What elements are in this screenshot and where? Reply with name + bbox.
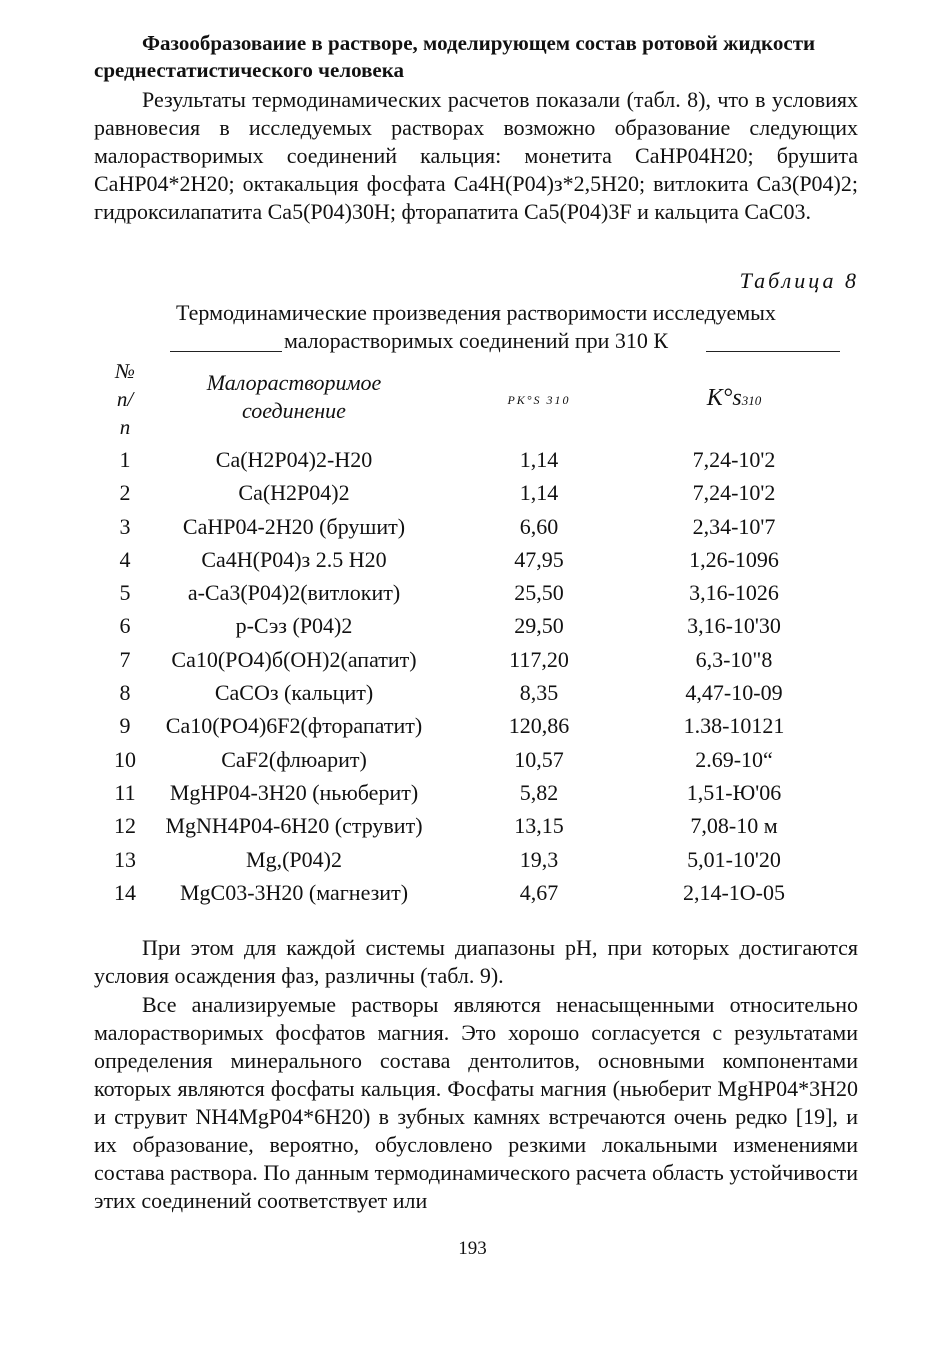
row-ks: 6,3-10"8 — [695, 646, 773, 672]
row-compound: Са10(РО4)6F2(фторапатит) — [165, 713, 423, 739]
row-number: 12 — [114, 813, 136, 839]
row-compound: р-Сэз (Р04)2 — [235, 613, 353, 639]
row-ks: 3,16-1026 — [689, 580, 779, 606]
row-compound: CaF2(флюарит) — [221, 746, 367, 772]
row-compound: СаСОз (кальцит) — [214, 680, 374, 706]
row-compound: Са4Н(Р04)з 2.5 Н20 — [201, 546, 387, 572]
row-pk: 10,57 — [514, 746, 564, 772]
table-row — [94, 843, 858, 876]
row-ks: 1.38-10121 — [683, 713, 785, 739]
row-number: 10 — [114, 746, 136, 772]
table-row — [94, 443, 858, 476]
table-row — [94, 609, 858, 642]
table-row — [94, 510, 858, 543]
row-number: 13 — [114, 846, 136, 872]
row-ks: 4,47-10-09 — [685, 680, 783, 706]
intro-paragraph: Результаты термодинамических расчетов показали (табл. 8), что в условиях равновесия в исследуемых растворах возможно образование следующих малорастворимых соединений кальция: монетита СаНР04Н20; брушита СаНР04*2Н20; октакальция фосфата Са4Н(Р04)з*2,5Н20; витлокита Са3(Р04)2; гидроксилапатита Са5(Р04)30Н; фторапатита Са5(Р04)3F и кальцита СаС03. — [94, 87, 858, 224]
row-pk: 13,15 — [514, 813, 564, 839]
header-compound — [174, 369, 414, 425]
section-heading: Фазообразоваиие в растворе, моделирующем состав ротовой жидкости среднестатистического человека — [94, 31, 816, 82]
table-header — [94, 355, 858, 441]
table-row — [94, 743, 858, 776]
row-ks: 1,26-1096 — [689, 546, 779, 572]
solubility-table — [94, 355, 858, 905]
table-caption-line2: малорастворимых соединений при 310 К — [283, 328, 669, 353]
row-number: 2 — [119, 480, 131, 506]
table-row — [94, 576, 858, 609]
row-number: 3 — [119, 513, 131, 539]
header-pk: РК°S 310 — [507, 393, 571, 407]
row-pk: 4,67 — [519, 879, 559, 905]
header-ks — [634, 385, 834, 412]
header-ks-sub: 310 — [741, 393, 762, 408]
row-compound: Са(Н2Р04)2-Н20 — [215, 447, 373, 472]
paragraph-2: При этом для каждой системы диапазоны pH, при которых достигаются условия осаждения фаз, различны (табл. 9). — [94, 935, 858, 988]
row-number: 1 — [119, 447, 131, 472]
row-number: 5 — [119, 580, 131, 606]
header-ks-main: K°s — [706, 385, 742, 411]
header-number-line2: п/ — [116, 387, 134, 411]
row-number: 4 — [119, 546, 131, 572]
row-compound: Mg,(P04)2 — [246, 846, 342, 872]
row-ks: 5,01-10'20 — [687, 846, 781, 872]
row-pk: 6,60 — [519, 513, 559, 539]
table-row — [94, 876, 858, 909]
table-row — [94, 676, 858, 709]
page-number: 193 — [458, 1238, 487, 1259]
table-caption-line1: Термодинамические произведения растворимости исследуемых — [176, 300, 776, 325]
paragraph-3: Все анализируемые растворы являются ненасыщенными относительно малорастворимых фосфатов магния. Это хорошо согласуется с результатами определения минерального состава дентолитов, основными компонентами которых являются фосфаты кальция. Фосфаты магния (ньюберит MgHP04*3H20 и струвит NH4MgP04*6H20) в зубных камнях встречаются очень редко [19], и их образование, вероятно, обусловлено резкими локальными изменениями состава раствора. По данным термодинамического расчета область устойчивости этих соединений соответствует или — [94, 992, 858, 1213]
table-row — [94, 476, 858, 509]
row-number: 8 — [119, 680, 131, 706]
row-pk: 1,14 — [519, 447, 559, 472]
caption-rule-left — [170, 351, 282, 352]
row-compound: СаНР04-2Н20 (брушит) — [182, 513, 406, 539]
table-row — [94, 643, 858, 676]
table-row — [94, 709, 858, 742]
row-number: 6 — [119, 613, 131, 639]
table-label: Таблица 8 — [739, 268, 859, 293]
row-ks: 7,08-10 м — [690, 813, 778, 839]
row-compound: Са(Н2Р04)2 — [238, 480, 350, 506]
row-compound: MgNH4P04-6H20 (струвит) — [165, 813, 423, 839]
header-compound-line1: Малорастворимое — [206, 370, 382, 395]
row-number: 14 — [114, 879, 136, 905]
table-body — [94, 443, 858, 909]
row-pk: 5,82 — [519, 779, 559, 805]
row-ks: 2,34-10'7 — [692, 513, 776, 539]
row-compound: а-Са3(Р04)2(витлокит) — [187, 580, 401, 606]
row-pk: 1,14 — [519, 480, 559, 506]
row-compound: MgHP04-3H20 (ньюберит) — [169, 779, 419, 805]
row-pk: 47,95 — [514, 546, 564, 572]
row-pk: 8,35 — [519, 680, 559, 706]
table-row — [94, 776, 858, 809]
row-number: 11 — [114, 779, 136, 805]
row-number: 7 — [119, 646, 131, 672]
row-pk: 120,86 — [508, 713, 570, 739]
row-ks: 3,16-10'30 — [687, 613, 781, 639]
row-ks: 2,14-1О-05 — [682, 879, 786, 905]
row-compound: MgC03-3H20 (магнезит) — [179, 879, 409, 905]
row-ks: 1,51-Ю'06 — [686, 779, 782, 805]
row-ks: 7,24-10'2 — [692, 447, 776, 472]
row-pk: 19,3 — [519, 846, 559, 872]
header-number — [100, 357, 150, 441]
caption-rule-right — [706, 351, 840, 352]
row-pk: 25,50 — [514, 580, 564, 606]
row-number: 9 — [119, 713, 131, 739]
table-row — [94, 543, 858, 576]
row-ks: 2.69-10“ — [695, 746, 773, 772]
header-number-line1: № — [115, 359, 135, 383]
row-pk: 29,50 — [514, 613, 564, 639]
header-compound-line2: соединение — [242, 398, 346, 423]
header-number-line3: п — [119, 415, 131, 439]
row-compound: Са10(РО4)б(ОН)2(апатит) — [171, 646, 417, 672]
table-row — [94, 809, 858, 842]
row-pk: 117,20 — [509, 646, 569, 672]
row-ks: 7,24-10'2 — [692, 480, 776, 506]
